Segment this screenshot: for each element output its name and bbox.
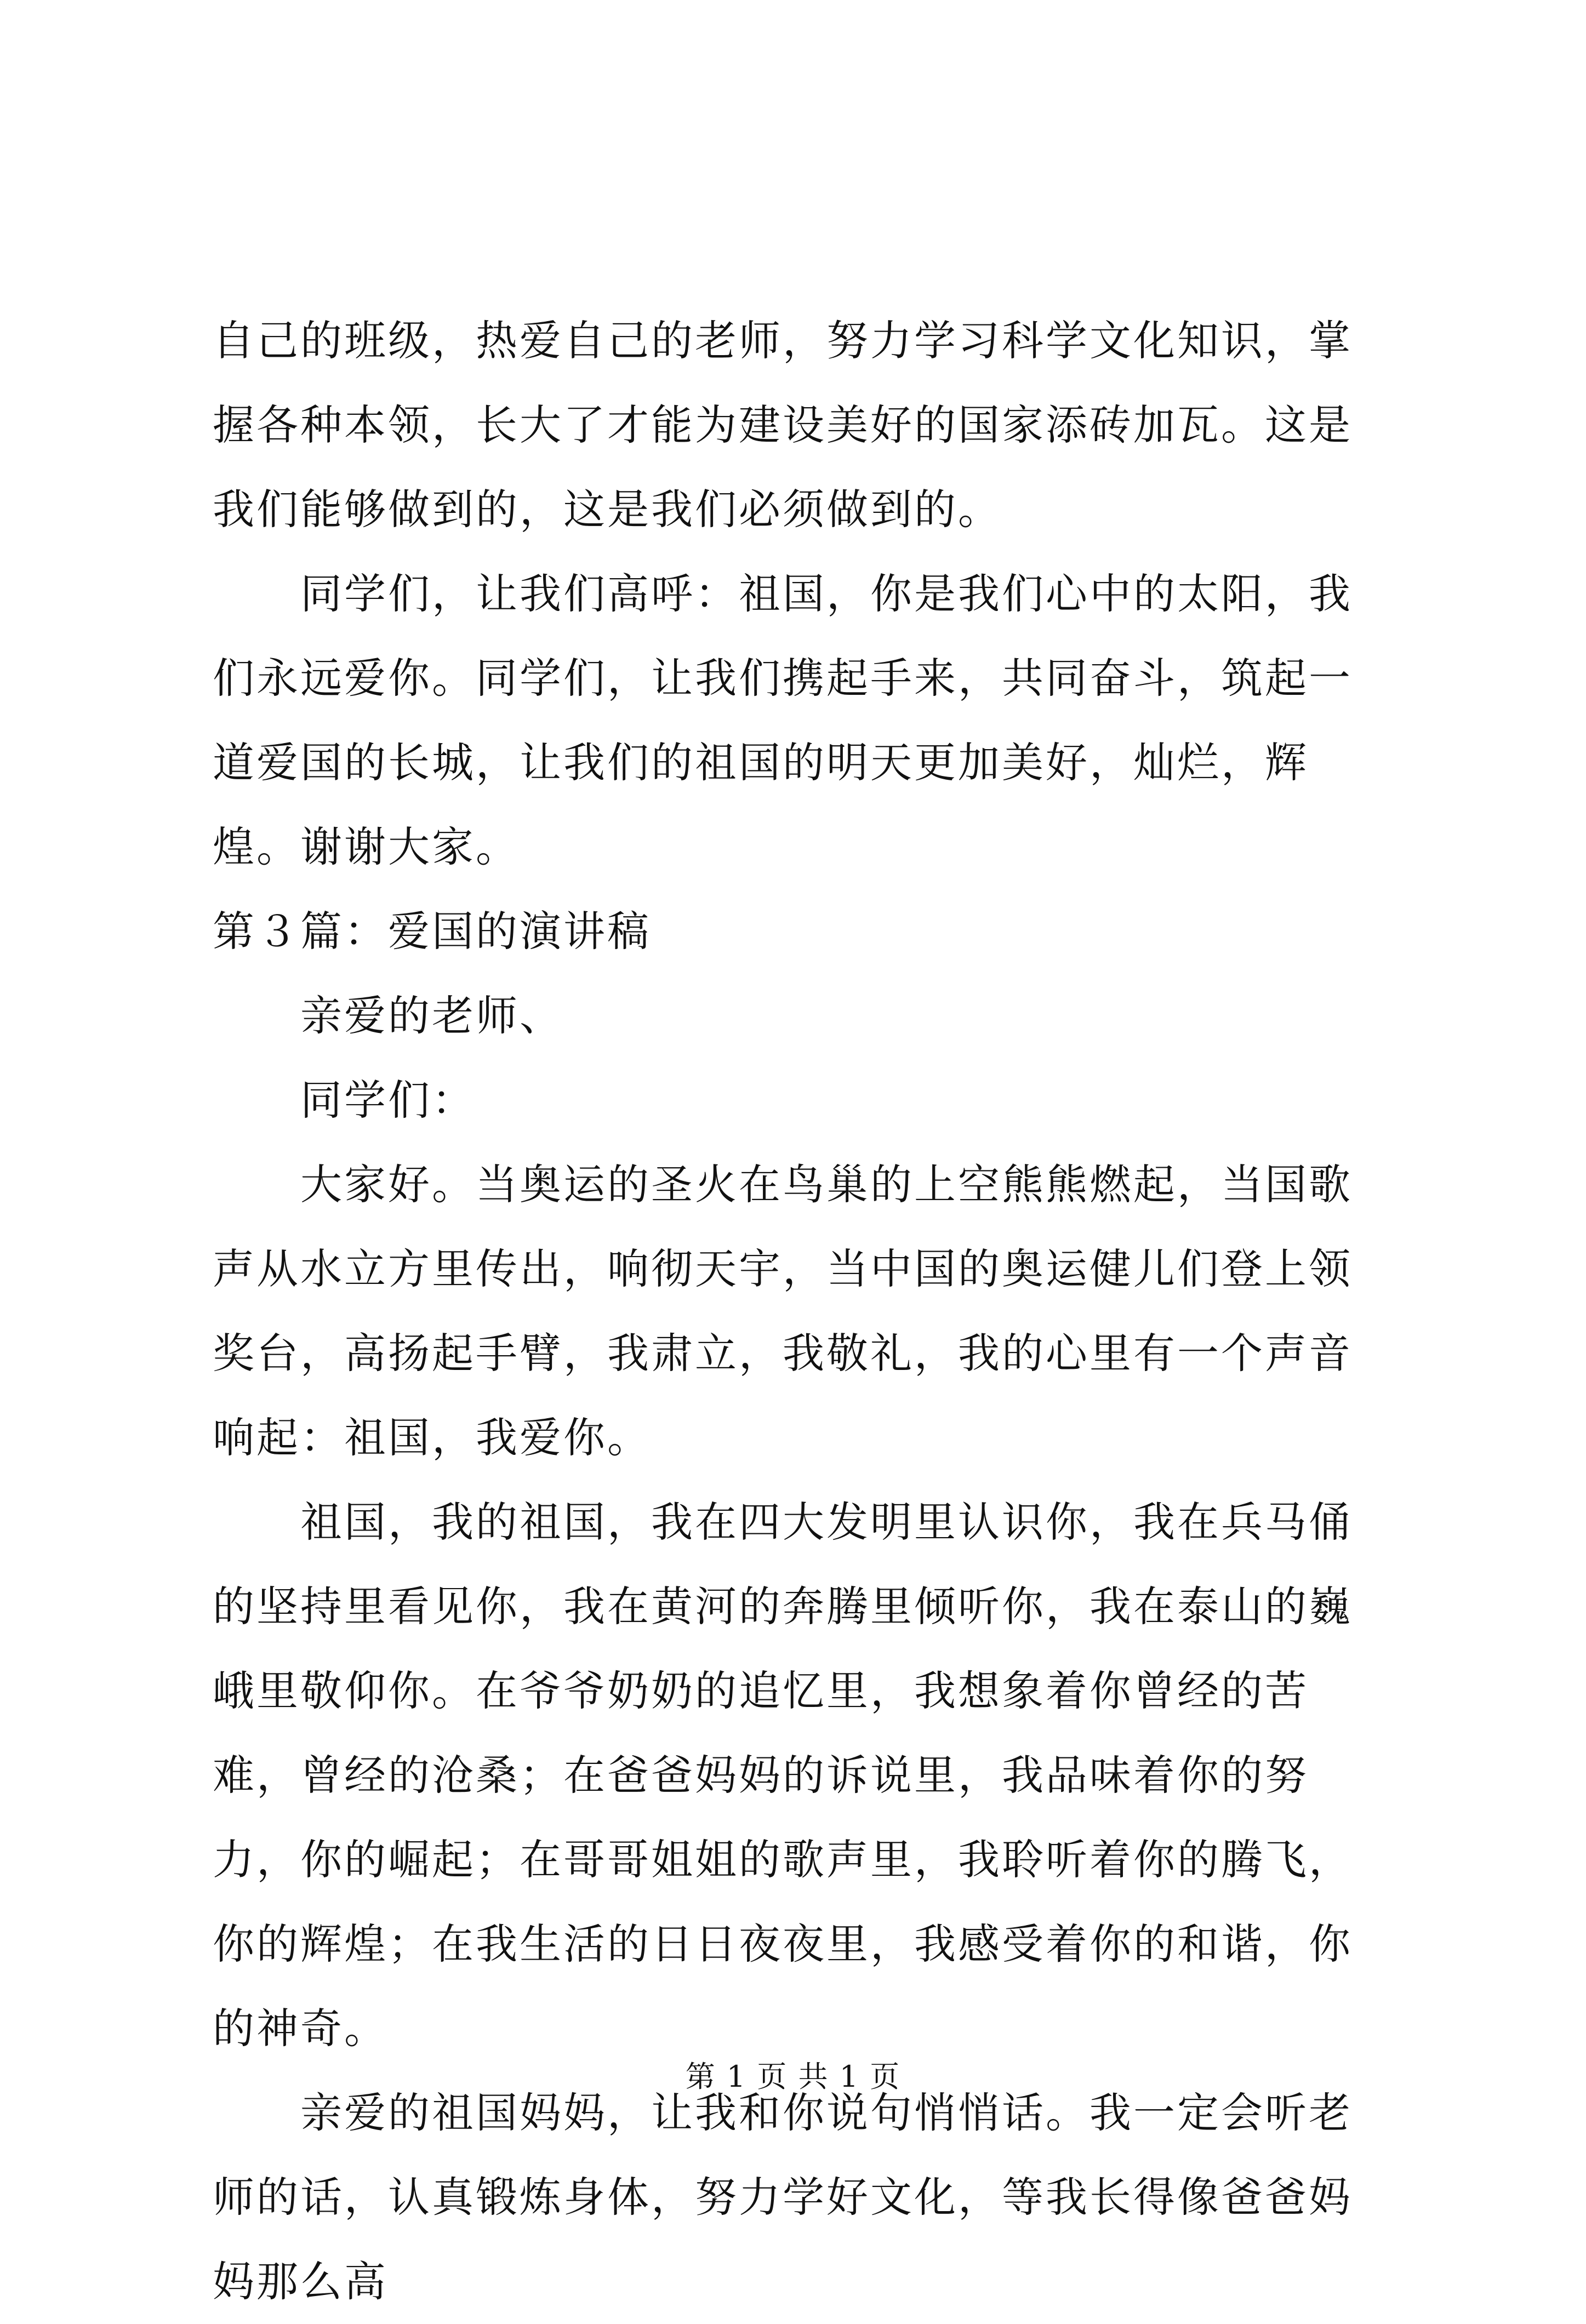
document-body xyxy=(213,299,1385,2324)
section-heading: 第３篇：爱国的演讲稿 xyxy=(213,907,651,956)
paragraph-continuation: 自己的班级，热爱自己的老师，努力学习科学文化知识，掌握各种本领，长大了才能为建设美好的国家添砖加瓦。这是我们能够做到的，这是我们必须做到的。 xyxy=(213,316,1353,534)
salutation-teachers: 亲爱的老师、 xyxy=(300,991,563,1040)
page-footer: 第 1 页 共 1 页 xyxy=(685,2059,901,2094)
paragraph-promise: 亲爱的祖国妈妈，让我和你说句悄悄话。我一定会听老师的话，认真锻炼身体，努力学好文化，等我长得像爸爸妈妈那么高 xyxy=(213,2088,1353,2306)
paragraph-motherland: 祖国，我的祖国，我在四大发明里认识你，我在兵马俑的坚持里看见你，我在黄河的奔腾里倾听你，我在泰山的巍峨里敬仰你。在爷爷奶奶的追忆里，我想象着你曾经的苦难，曾经的沧桑；在爸爸妈妈的诉说里，我品味着你的努力，你的崛起；在哥哥姐姐的歌声里，我聆听着你的腾飞，你的辉煌；在我生活的日日夜夜里，我感受着你的和谐，你的神奇。 xyxy=(213,1498,1353,2053)
paragraph-closing-appeal: 同学们，让我们高呼：祖国，你是我们心中的太阳，我们永远爱你。同学们，让我们携起手来，共同奋斗，筑起一道爱国的长城，让我们的祖国的明天更加美好，灿烂，辉煌。谢谢大家。 xyxy=(213,569,1353,871)
salutation-students: 同学们： xyxy=(300,1076,476,1124)
paragraph-olympics: 大家好。当奥运的圣火在鸟巢的上空熊熊燃起，当国歌声从水立方里传出，响彻天宇，当中国的奥运健儿们登上领奖台，高扬起手臂，我肃立，我敬礼，我的心里有一个声音响起：祖国，我爱你。 xyxy=(213,1160,1353,1462)
